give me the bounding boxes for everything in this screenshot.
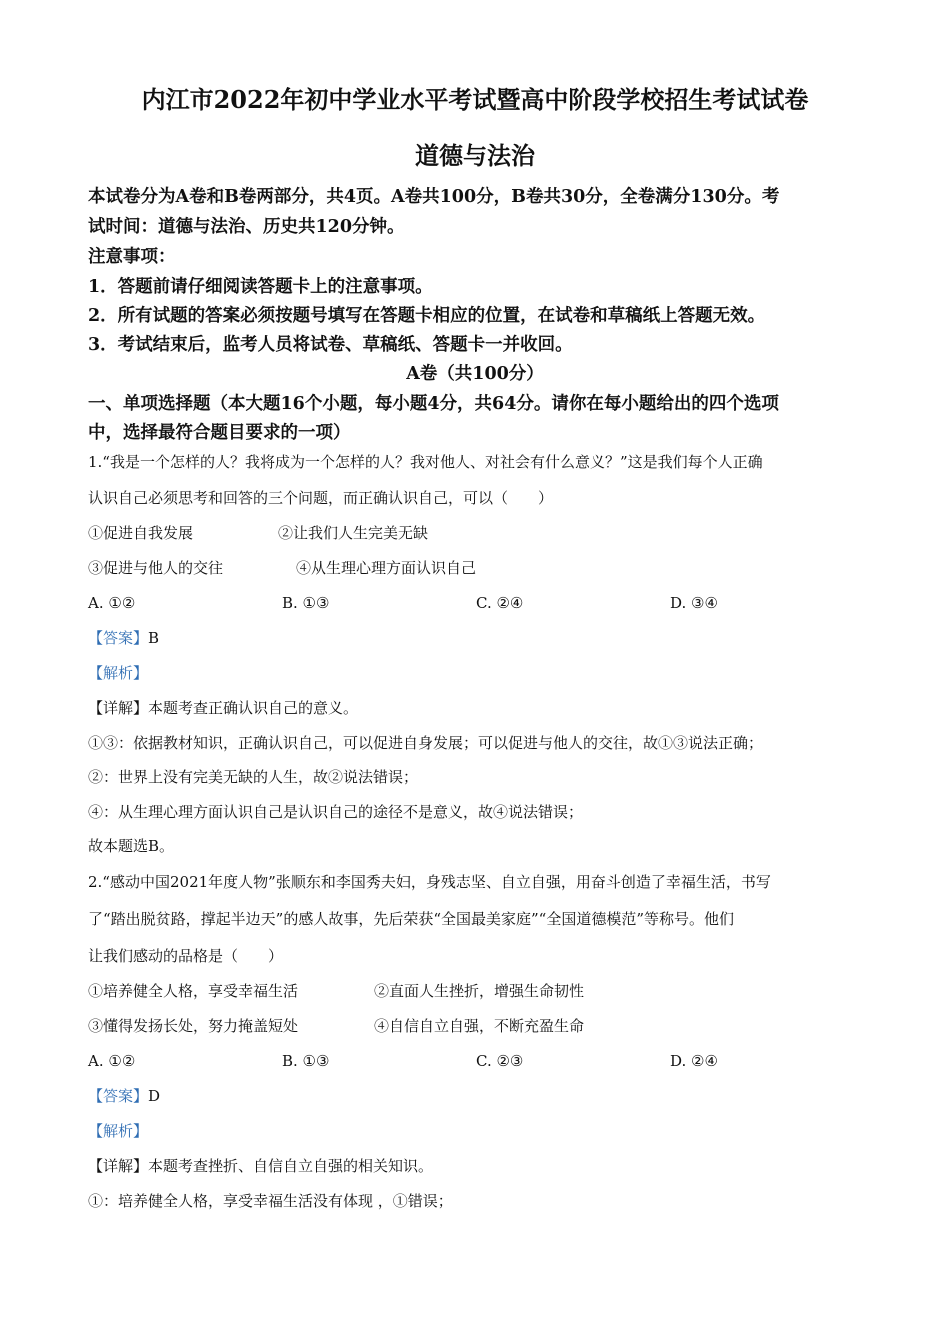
option-d: D. ③④ <box>670 594 718 612</box>
statement: ②直面人生挫折，增强生命韧性 <box>374 982 585 1000</box>
section-heading: A卷（共100分） <box>406 364 544 384</box>
option-c: C. ②④ <box>476 594 524 612</box>
answer-label: 【答案】 <box>88 1087 149 1105</box>
statement: ①促进自我发展 <box>88 524 194 542</box>
intro-line: 本试卷分为A卷和B卷两部分，共4页。A卷共100分，B卷共30分，全卷满分130分。考 <box>88 187 780 207</box>
question-stem: 2.“感动中国2021年度人物”张顺东和李国秀夫妇，身残志坚、自立自强，用奋斗创造了幸福生活，书写 <box>88 873 771 891</box>
detail-label: 【详解】 <box>88 1157 149 1175</box>
detail-line <box>88 1154 433 1178</box>
detail-label: 【详解】 <box>88 699 149 717</box>
option-b: B. ①③ <box>282 594 330 612</box>
question-stem: 了“踏出脱贫路，撑起半边天”的感人故事，先后荣获“全国最美家庭”“全国道德模范”等称号。他们 <box>88 910 735 928</box>
explanation-line: ①：培养健全人格，享受幸福生活没有体现 ，①错误； <box>88 1192 453 1210</box>
option-c: C. ②③ <box>476 1052 524 1070</box>
notice-item: 3．考试结束后，监考人员将试卷、草稿纸、答题卡一并收回。 <box>88 335 573 355</box>
detail-line <box>88 696 358 720</box>
option-a: A. ①② <box>88 594 136 612</box>
question-stem: 让我们感动的品格是（ ） <box>88 947 284 965</box>
answer-line <box>88 626 159 650</box>
statement: ④自信自立自强，不断充盈生命 <box>374 1017 585 1035</box>
option-d: D. ②④ <box>670 1052 718 1070</box>
detail-text: 本题考查挫折、自信自立自强的相关知识。 <box>148 1157 434 1175</box>
part-heading: 一、单项选择题（本大题16个小题，每小题4分，共64分。请你在每小题给出的四个选项 <box>88 394 779 414</box>
explanation-line: ②：世界上没有完美无缺的人生，故②说法错误； <box>88 768 419 786</box>
statement: ②让我们人生完美无缺 <box>278 524 429 542</box>
analysis-label: 【解析】 <box>88 664 149 682</box>
explanation-line: 故本题选B。 <box>88 837 175 855</box>
statement: ①培养健全人格，享受幸福生活 <box>88 982 299 1000</box>
statement: ③懂得发扬长处，努力掩盖短处 <box>88 1017 299 1035</box>
analysis-label: 【解析】 <box>88 1122 149 1140</box>
answer-label: 【答案】 <box>88 629 149 647</box>
intro-line: 试时间：道德与法治、历史共120分钟。 <box>88 217 405 237</box>
explanation-line: ④：从生理心理方面认识自己是认识自己的途径不是意义，故④说法错误； <box>88 803 584 821</box>
notice-item: 2．所有试题的答案必须按题号填写在答题卡相应的位置，在试卷和草稿纸上答题无效。 <box>88 306 766 326</box>
answer-value: D <box>148 1087 161 1105</box>
detail-text: 本题考查正确认识自己的意义。 <box>148 699 359 717</box>
statement: ④从生理心理方面认识自己 <box>296 559 477 577</box>
explanation-line: ①③：依据教材知识，正确认识自己，可以促进自身发展；可以促进与他人的交往，故①③说法正确； <box>88 734 764 752</box>
part-heading: 中，选择最符合题目要求的一项） <box>88 423 351 443</box>
subject-title: 道德与法治 <box>415 141 535 170</box>
notice-item: 1．答题前请仔细阅读答题卡上的注意事项。 <box>88 277 433 297</box>
question-stem: 1.“我是一个怎样的人？我将成为一个怎样的人？我对他人、对社会有什么意义？”这是我们每个人正确 <box>88 453 763 471</box>
option-a: A. ①② <box>88 1052 136 1070</box>
option-b: B. ①③ <box>282 1052 330 1070</box>
question-stem: 认识自己必须思考和回答的三个问题，而正确认识自己，可以（ ） <box>88 489 554 507</box>
statement: ③促进与他人的交往 <box>88 559 224 577</box>
exam-title: 内江市2022年初中学业水平考试暨高中阶段学校招生考试试卷 <box>141 85 809 114</box>
answer-value: B <box>148 629 160 647</box>
answer-line <box>88 1084 160 1108</box>
notice-heading: 注意事项： <box>88 247 176 267</box>
